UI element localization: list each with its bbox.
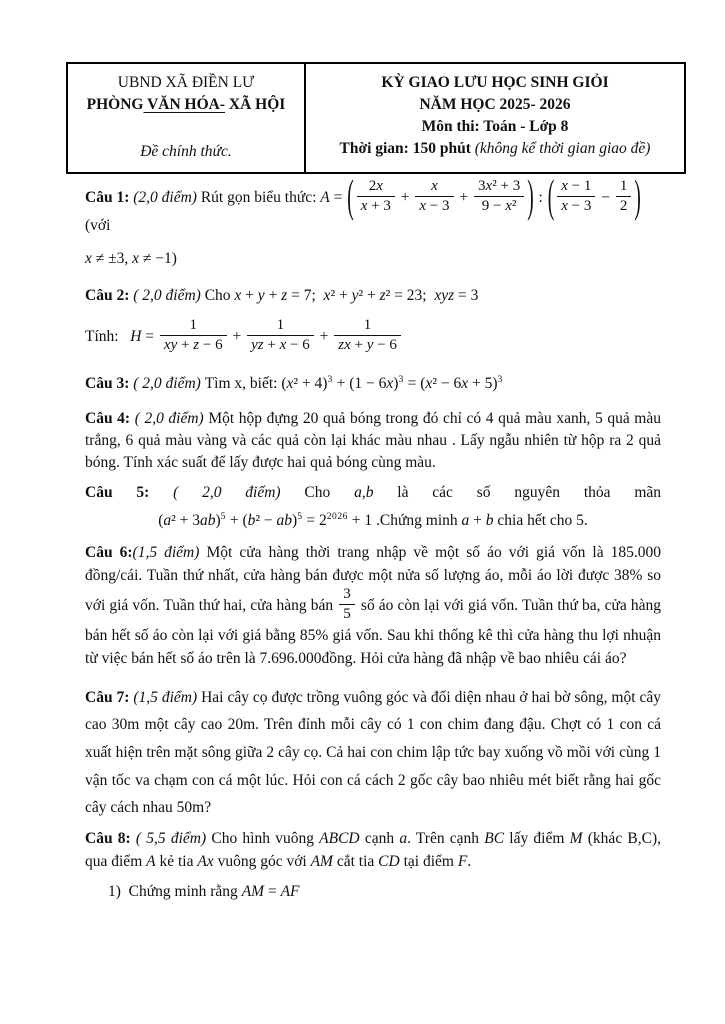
dept-name	[72, 94, 300, 116]
question-1-constraints: x ≠ ±3, x ≠ −1)	[85, 249, 177, 267]
school-year: NĂM HỌC 2025- 2026	[419, 96, 571, 113]
question-5-text: Câu 5: ( 2,0 điểm) Cho a,b là các số nguyên thỏa mãn	[85, 484, 662, 502]
question-3-text: Câu 3: ( 2,0 điểm) Tìm x, biết: $(x^2 + 4)^3 + (1 - 6x)^3 = (x^2 - 6x + 5)^3$	[85, 374, 503, 393]
question-2-formula: Tính: H = $\frac{1}{xy + z - 6}$ + $\frac{1}{yz + x - 6}$ + $\frac{1}{zx + y - 6}$	[85, 319, 661, 356]
header-left-cell	[68, 64, 306, 172]
time-limit-value: Thời gian: 150 phút	[339, 140, 475, 157]
header-right-cell	[306, 64, 684, 172]
official-exam-note: Đề chính thức.	[140, 143, 232, 160]
question-2-text: Câu 2: ( 2,0 điểm) Cho x + y + z = 7; x² + y² + z² = 23; xyz = 3	[85, 286, 479, 304]
question-8-part-1: 1) Chứng minh rằng AM = AF	[108, 883, 300, 901]
question-1-text: Câu 1: (2,0 điểm) Rút gọn biểu thức: A = ( $\frac{2x}{x + 3}$ + $\frac{x}{x - 3}$ + $\frac{\text{3x² + 3}}{\text{9 − x²}}$ ) : ( $\frac{x - 1}{x - 3}$ − $\frac{1}{2}$ ) (với	[85, 173, 641, 234]
exam-body	[85, 173, 662, 903]
header-table	[66, 62, 686, 174]
question-7-text: Câu 7: (1,5 điểm) Hai cây cọ được trồng vuông góc và đối diện nhau ở hai bờ sông, một cây cao 30m một cây cao 20m. Trên đỉnh mỗi cây có 1 con chim đang đậu. Chợt có 1 con cá xuất hiện trên mặt sông giữa 2 cây cọ. Cả hai con chim lập tức bay xuống vồ mồi với cùng 1 vận tốc va chạm con cá một lúc. Hỏi con cá cách 2 gốc cây bao nhiêu mét biết rằng hai gốc cây cách nhau 50m?	[85, 688, 661, 817]
question-4-text: Câu 4: ( 2,0 điểm) Một hộp đựng 20 quả bóng trong đó chỉ có 4 quả màu xanh, 5 quả màu trắng, 6 quả màu vàng và các quả còn lại khác màu nhau . Lấy ngẫu nhiên từ hộp ra 2 quả bóng. Tính xác suất để lấy được hai quả bóng cùng màu.	[85, 410, 661, 472]
time-limit	[310, 138, 680, 160]
time-limit-note: (không kể thời gian giao đề)	[474, 140, 651, 157]
question-6-text: Câu 6:(1,5 điểm) Một cửa hàng thời trang nhập về một số áo với giá vốn là 185.000 đồng/cái. Tuần thứ nhất, cửa hàng bán được một nửa số lượng áo, mỗi áo lời được 38% so với giá vốn. Tuần thứ hai, cửa hàng bán $\frac{3}{5}$ số áo còn lại với giá vốn. Tuần thứ ba, cửa hàng bán hết số áo còn lại với giá bằng 85% giá vốn. Sau khi thống kê thì cửa hàng thu lợi nhuận từ việc bán hết số áo trên là 7.696.000đồng. Hỏi cửa hàng đã nhập về bao nhiêu cái áo?	[85, 544, 661, 667]
question-5-formula: $(a^2 + 3ab)^5 + (b^2 - ab)^5 = 2^{2026} + 1$ .Chứng minh a + b chia hết cho 5.	[158, 511, 588, 530]
exam-title: KỲ GIAO LƯU HỌC SINH GIỎI	[381, 74, 609, 91]
dept-name-post: XÃ HỘI	[225, 96, 286, 113]
org-name: UBND XÃ ĐIỀN LƯ	[117, 74, 255, 91]
subject-grade: Môn thi: Toán - Lớp 8	[421, 118, 569, 135]
dept-name-underlined: VĂN HÓA-	[143, 96, 226, 113]
question-8-text: Câu 8: ( 5,5 điểm) Cho hình vuông ABCD cạnh a. Trên cạnh BC lấy điểm M (khác B,C), qua điểm A kẻ tia Ax vuông góc với AM cắt tia CD tại điểm F.	[85, 829, 661, 870]
dept-name-pre: PHÒNG	[86, 96, 144, 113]
